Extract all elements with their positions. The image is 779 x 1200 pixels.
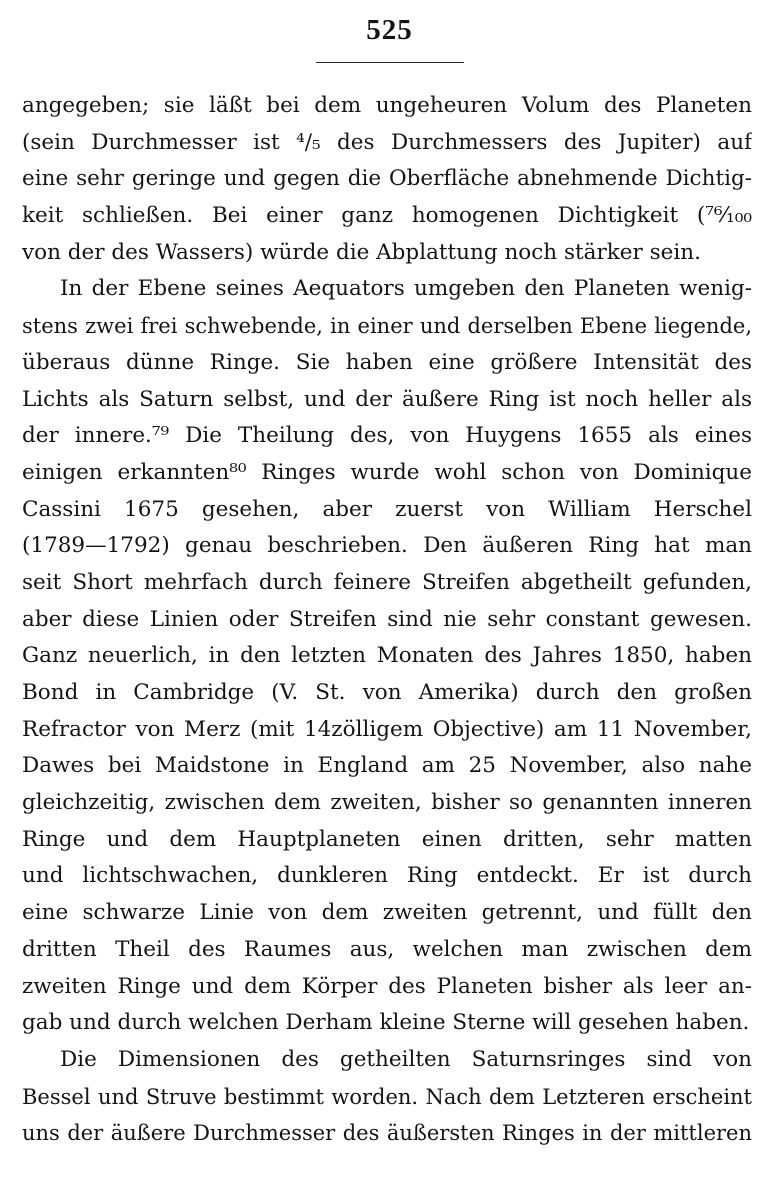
text-line: gleichzeitig, zwischen dem zweiten, bisher so genannten inneren [22, 790, 752, 816]
text-line: uns der äußere Durchmesser des äußersten Ringes in der mittleren [22, 1121, 752, 1146]
header-rule [316, 62, 464, 63]
body-text [22, 88, 752, 1152]
text-line: keit schließen. Bei einer ganz homogenen Dichtigkeit (⁷⁶⁄₁₀₀ [22, 203, 752, 229]
text-line: Bessel und Struve bestimmt worden. Nach dem Letzteren erscheint [22, 1084, 752, 1109]
text-line: Dawes bei Maidstone in England am 25 November, also nahe [22, 753, 752, 779]
text-line: dritten Theil des Raumes aus, welchen man zwischen dem [22, 936, 752, 962]
text-line: der innere.⁷⁹ Die Theilung des, von Huygens 1655 als eines [22, 423, 752, 449]
text-line: Bond in Cambridge (V. St. von Amerika) durch den großen [22, 680, 752, 705]
text-line: seit Short mehrfach durch feinere Streifen abgetheilt gefunden, [22, 569, 752, 595]
text-line: Lichts als Saturn selbst, und der äußere Ring ist noch heller als [22, 386, 752, 412]
text-line: aber diese Linien oder Streifen sind nie sehr constant gewesen. [22, 606, 752, 632]
text-line: und lichtschwachen, dunkleren Ring entdeckt. Er ist durch [22, 863, 752, 889]
text-line: angegeben; sie läßt bei dem ungeheuren Volum des Planeten [22, 93, 752, 118]
text-line: von der des Wassers) würde die Abplattung noch stärker sein. [22, 239, 701, 265]
text-line: eine schwarze Linie von dem zweiten getrennt, und füllt den [22, 900, 752, 926]
text-line: Cassini 1675 gesehen, aber zuerst von William Herschel [22, 496, 752, 522]
text-line: Die Dimensionen des getheilten Saturnsringes sind von [60, 1046, 752, 1072]
text-line: In der Ebene seines Aequators umgeben den Planeten wenig- [60, 276, 752, 302]
text-line: Refractor von Merz (mit 14zölligem Objective) am 11 November, [22, 716, 752, 742]
text-line: eine sehr geringe und gegen die Oberfläche abnehmende Dichtig- [22, 166, 752, 192]
text-line: stens zwei frei schwebende, in einer und derselben Ebene liegende, [22, 314, 752, 339]
text-line: gab und durch welchen Derham kleine Sterne will gesehen haben. [22, 1010, 750, 1036]
text-line: überaus dünne Ringe. Sie haben eine größere Intensität des [22, 349, 752, 375]
text-line: (sein Durchmesser ist ⁴/₅ des Durchmessers des Jupiter) auf [22, 129, 752, 155]
text-line: Ganz neuerlich, in den letzten Monaten des Jahres 1850, haben [22, 643, 752, 669]
text-line: einigen erkannten⁸⁰ Ringes wurde wohl schon von Dominique [22, 459, 752, 485]
text-line: zweiten Ringe und dem Körper des Planeten bisher als leer an- [22, 973, 752, 999]
page-number: 525 [366, 14, 413, 46]
text-line: (1789—1792) genau beschrieben. Den äußeren Ring hat man [22, 533, 752, 559]
text-line: Ringe und dem Hauptplaneten einen dritten, sehr matten [22, 826, 752, 852]
